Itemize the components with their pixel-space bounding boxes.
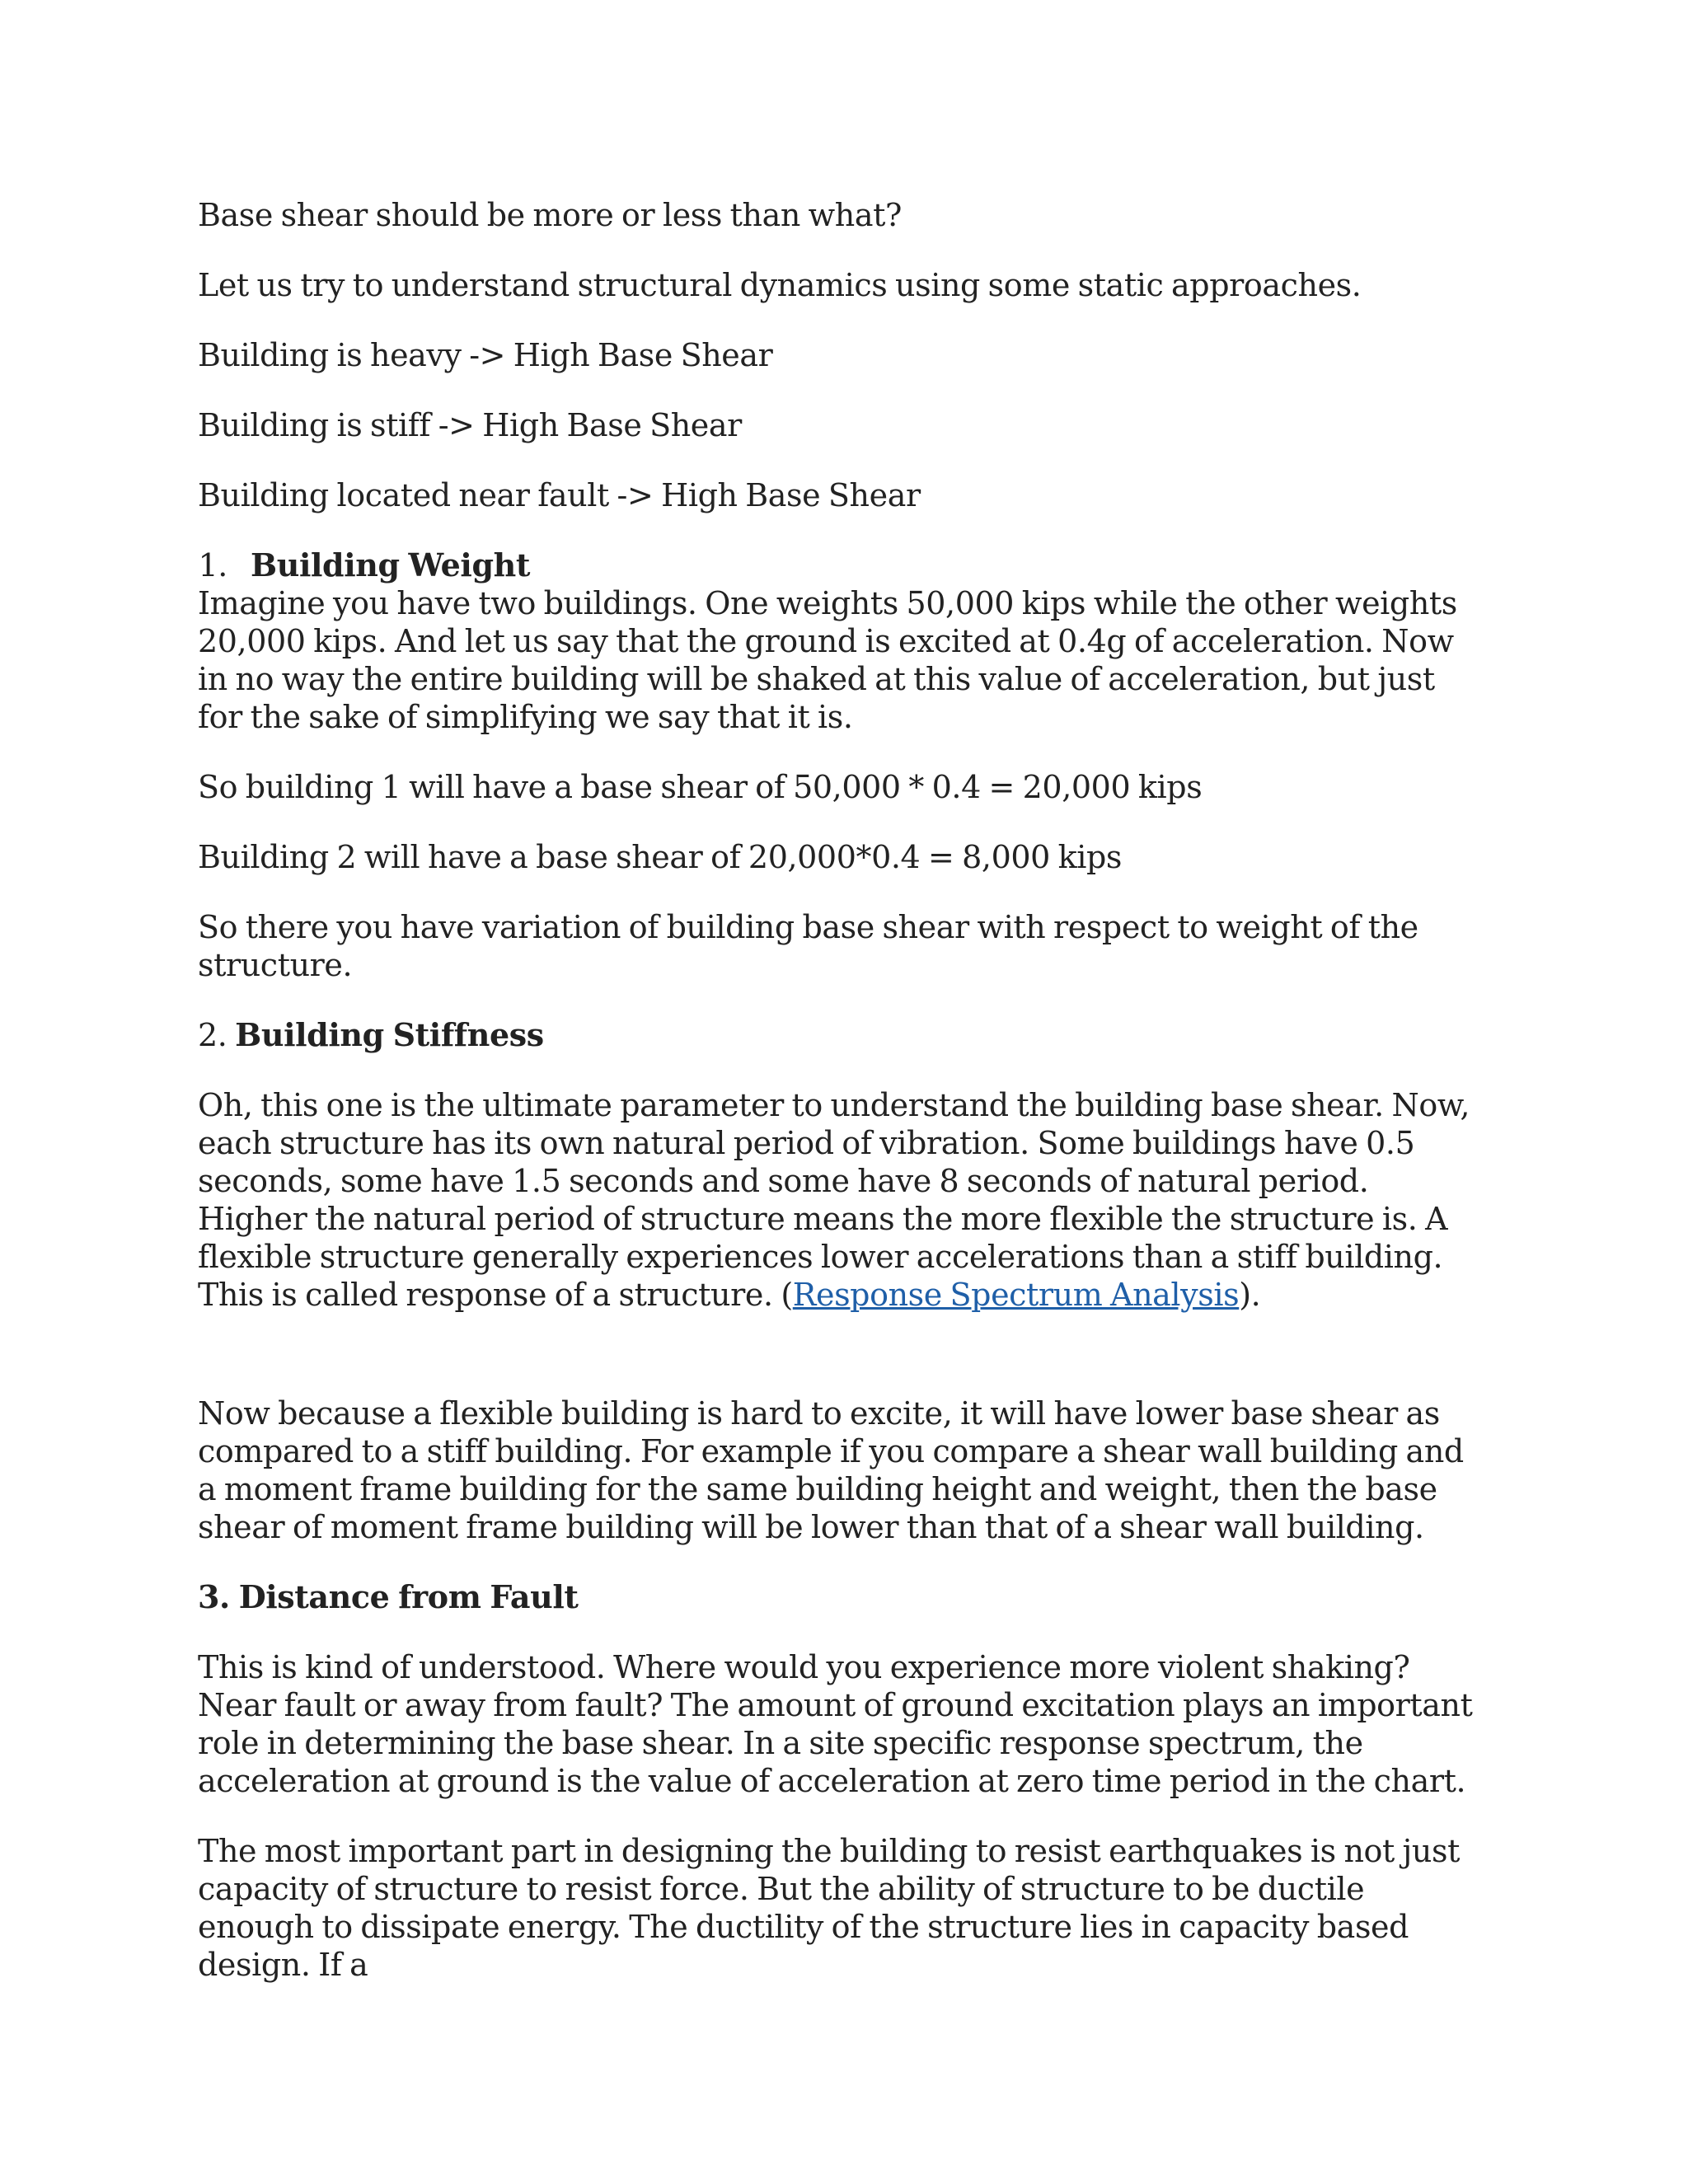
- fault-paragraph-2: The most important part in designing the building to resist earthquakes is not just capacity of structure to resist force. But the ability of structure to be ductile enough to dissipate energy. The ductility of the structure lies in capacity based design. If a: [198, 1833, 1460, 1983]
- rule-stiff: Building is stiff -> High Base Shear: [198, 407, 742, 443]
- response-spectrum-link[interactable]: Response Spectrum Analysis: [792, 1277, 1240, 1313]
- weight-paragraph: Imagine you have two buildings. One weights 50,000 kips while the other weights 20,000 kips. And let us say that the ground is excited at 0.4g of acceleration. Now in no way the entire building will be shaked at this value of acceleration, but just for the sake of simplifying we say that it is.: [198, 585, 1457, 735]
- intro-question: Base shear should be more or less than what?: [198, 197, 902, 233]
- heading-text: Building Stiffness: [235, 1016, 544, 1053]
- rule-fault: Building located near fault -> High Base Shear: [198, 477, 921, 513]
- fault-paragraph: This is kind of understood. Where would you experience more violent shaking? Near fault or away from fault? The amount of ground excitation plays an important role in determining the base shear. In a site specific response spectrum, the acceleration at ground is the value of acceleration at zero time period in the chart.: [198, 1649, 1473, 1799]
- section-heading-fault: 3. Distance from Fault: [198, 1578, 579, 1615]
- intro-lead: Let us try to understand structural dynamics using some static approaches.: [198, 267, 1362, 303]
- weight-conclusion: So there you have variation of building base shear with respect to weight of the structure.: [198, 909, 1418, 983]
- blank-line: [198, 1314, 1484, 1394]
- stiffness-text-end: ).: [1239, 1277, 1261, 1313]
- stiffness-text: Oh, this one is the ultimate parameter to understand the building base shear. Now, each structure has its own natural period of vibration. Some buildings have 0.5 seconds, some have 1.5 seconds and some have 8 seconds of natural period. Higher the natural period of structure means the more flexible the structure is. A flexible structure generally experiences lower accelerations than a stiff building. This is called response of a structure. (: [198, 1087, 1470, 1313]
- weight-calc-1: So building 1 will have a base shear of 50,000 * 0.4 = 20,000 kips: [198, 769, 1203, 805]
- weight-calc-2: Building 2 will have a base shear of 20,000*0.4 = 8,000 kips: [198, 839, 1122, 875]
- heading-text: Building Weight: [251, 546, 530, 583]
- list-number: 1.: [198, 547, 227, 583]
- stiffness-paragraph-2: Now because a flexible building is hard to excite, it will have lower base shear as compared to a stiff building. For example if you compare a shear wall building and a moment frame building for the same building height and weight, then the base shear of moment frame building will be lower than that of a shear wall building.: [198, 1395, 1464, 1545]
- rule-heavy: Building is heavy -> High Base Shear: [198, 337, 773, 373]
- document-body: [198, 196, 1484, 1984]
- section-heading-stiffness: [198, 1016, 1484, 1086]
- heading-number: 2.: [198, 1017, 227, 1053]
- stiffness-paragraph: [198, 1086, 1484, 1314]
- section-heading-weight: [198, 546, 1484, 584]
